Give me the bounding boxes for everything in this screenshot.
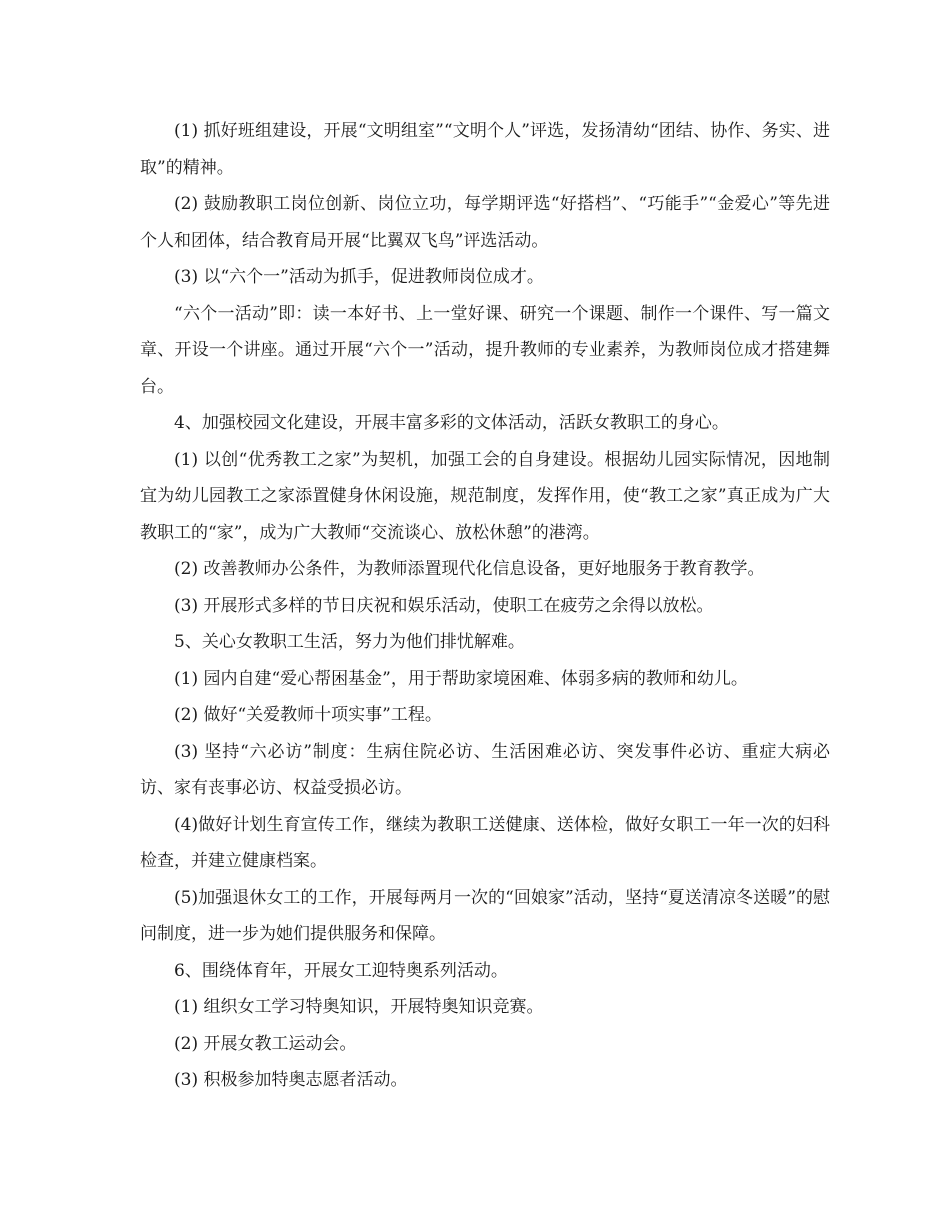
document-body [140, 113, 830, 1099]
paragraph-13: (4)做好计划生育宣传工作，继续为教职工送健康、送体检，做好女职工一年一次的妇科检查，并建立健康档案。 [140, 814, 830, 871]
paragraph-5: 4、加强校园文化建设，开展丰富多彩的文体活动，活跃女教职工的身心。 [174, 413, 729, 433]
paragraph-17: (2) 开展女教工运动会。 [174, 1033, 357, 1054]
paragraph-2: (2) 鼓励教职工岗位创新、岗位立功，每学期评选“好搭档”、“巧能手”“金爱心”等先进个人和团体，结合教育局开展“比翼双飞鸟”评选活动。 [140, 194, 830, 251]
paragraph-11: (2) 做好“关爱教师十项实事”工程。 [174, 705, 442, 725]
paragraph-14: (5)加强退休女工的工作，开展每两月一次的“回娘家”活动，坚持“夏送清凉冬送暖”的慰问制度，进一步为她们提供服务和保障。 [140, 887, 830, 944]
paragraph-12: (3) 坚持“六必访”制度：生病住院必访、生活困难必访、突发事件必访、重症大病必访、家有丧事必访、权益受损必访。 [140, 741, 830, 798]
paragraph-10: (1) 园内自建“爱心帮困基金”，用于帮助家境困难、体弱多病的教师和幼儿。 [174, 668, 748, 689]
paragraph-4: “六个一活动”即：读一本好书、上一堂好课、研究一个课题、制作一个课件、写一篇文章、开设一个讲座。通过开展“六个一”活动，提升教师的专业素养，为教师岗位成才搭建舞台。 [140, 303, 830, 397]
paragraph-3: (3) 以“六个一”活动为抓手，促进教师岗位成才。 [174, 267, 544, 287]
paragraph-16: (1) 组织女工学习特奥知识，开展特奥知识竞赛。 [174, 997, 544, 1017]
paragraph-6: (1) 以创“优秀教工之家”为契机，加强工会的自身建设。根据幼儿园实际情况，因地制宜为幼儿园教工之家添置健身休闲设施，规范制度，发挥作用，使“教工之家”真正成为广大教职工的“家”，成为广大教师“交流谈心、放松休憩”的港湾。 [140, 449, 830, 543]
paragraph-1: (1) 抓好班组建设，开展“文明组室”“文明个人”评选，发扬清幼“团结、协作、务实、进取”的精神。 [140, 121, 830, 178]
paragraph-18: (3) 积极参加特奥志愿者活动。 [174, 1070, 408, 1090]
paragraph-7: (2) 改善教师办公条件，为教师添置现代化信息设备，更好地服务于教育教学。 [174, 559, 765, 579]
paragraph-8: (3) 开展形式多样的节日庆祝和娱乐活动，使职工在疲劳之余得以放松。 [174, 595, 714, 616]
paragraph-15: 6、围绕体育年，开展女工迎特奥系列活动。 [174, 960, 508, 981]
paragraph-9: 5、关心女教职工生活，努力为他们排忧解难。 [174, 632, 525, 652]
